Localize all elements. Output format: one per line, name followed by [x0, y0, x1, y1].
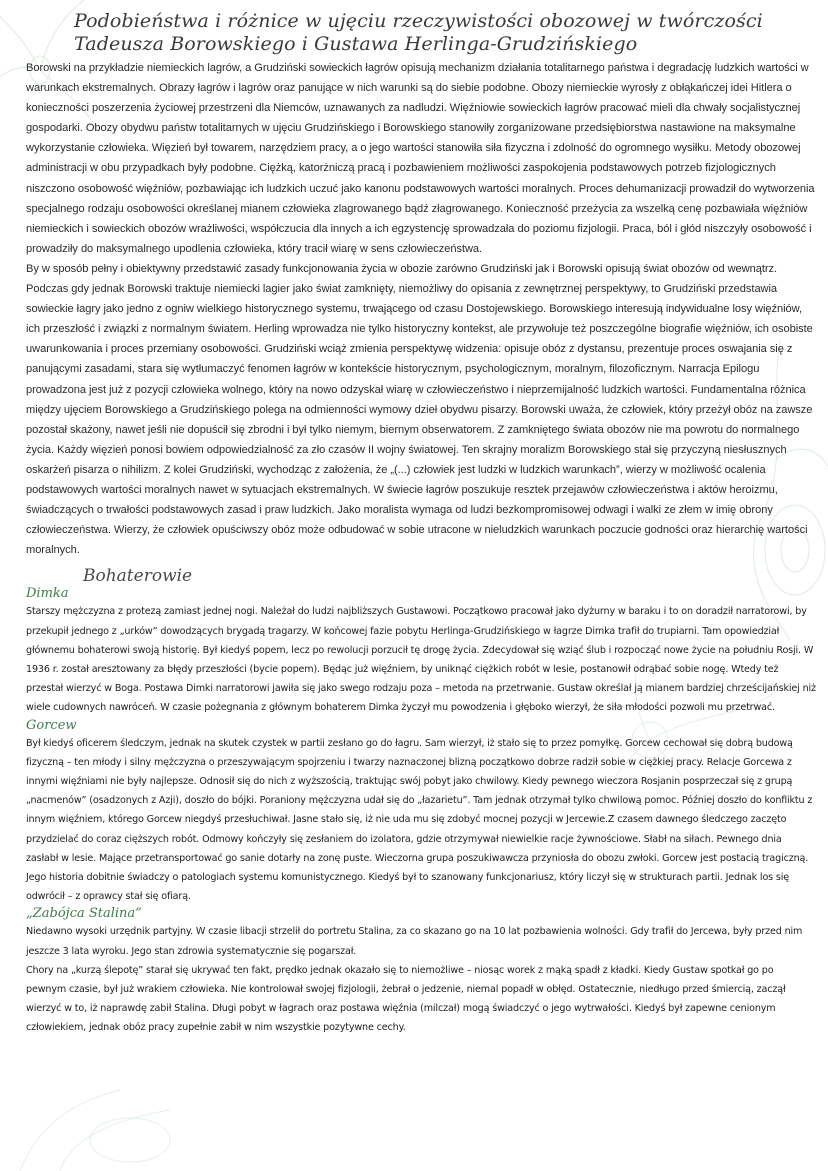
- intro-paragraph: Borowski na przykładzie niemieckich lagrów, a Grudziński sowieckich łagrów opisują mechanizm działania totalitarnego państwa i degradację ludzkich wartości w warunkach ekstremalnych. Obrazy łagrów i lagrów oraz panujące w nich warunki są do siebie podobne. Obozy niemieckie wyrosły z obłąkańczej idei Hitlera o konieczności poszerzenia życiowej przestrzeni dla Niemców, uznawanych za nadludzi. Więźniowie sowieckich łagrów pracować mieli dla chwały socjalistycznej gospodarki. Obozy obydwu państw totalitarnych w ujęciu Grudzińskiego i Borowskiego stanowiły zorganizowane przedsiębiorstwa nastawione na maksymalne wykorzystanie człowieka. Więzień był towarem, narzędziem pracy, a o jego wartości stanowiła siła fizyczna i zdolność do ogromnego wysiłku. Metody obozowej administracji w obu przypadkach były podobne. Ciężką, katorżniczą pracą i pozbawieniem możliwości zaspokojenia podstawowych potrzeb fizjologicznych niszczono osobowość więźniów, pozbawiając ich ludzkich uczuć jako kanonu podstawowych wartości moralnych. Proces dehumanizacji prowadził do wytworzenia specjalnego rodzaju osobowości określanej mianem człowieka zlagrowanego bądź złagrowanego. Konieczność przeżycia za wszelką cenę pozbawiała więźniów niemieckich i sowieckich obozów wrażliwości, współczucia dla innych a ich egzystencję sprowadzała do poziomu fizjologii. Praca, ból i głód niszczyły osobowość i prowadziły do maksymalnego upodlenia człowieka, który tracił wiarę w sens człowieczeństwa.: [26, 62, 815, 255]
- character-paragraph: Był kiedyś oficerem śledczym, jednak na skutek czystek w partii zesłano go do łagru. Sam wierzył, iż stało się to przez pomyłkę. Gorcew cechował się dobrą budową fizyczną – ten młody i silny mężczyzna o przeszywającym spojrzeniu i twarzy naznaczonej blizną początkowo dobrze radził sobie w ciężkiej pracy. Relacje Gorcewa z innymi więźniami nie były najlepsze. Odnosił się do nich z wyższością, traktując swój pobyt jako chwilowy. Kiedy pewnego wieczora Rosjanin posprzeczał się z grupą „nacmenów” (osadzonych z Azji), doszło do bójki. Poraniony mężczyzna udał się do „łazarietu”. Tam jednak otrzymał tylko chwilową pomoc. Później doszło do konfliktu z innym więźniem, którego Gorcew niegdyś przesłuchiwał. Jasne stało się, iż nie uda mu się zdobyć mocnej pozycji w Jercewie.Z czasem dawnego śledczego zaczęto przydzielać do coraz cięższych robót. Odmowy kończyły się zesłaniem do izolatora, gdzie otrzymywał niewielkie racje żywnościowe. Słabł na siłach. Pewnego dnia zasłabł w lesie. Mające przetransportować go sanie dotarły na zonę puste. Wieczorna grupa poszukiwawcza przyniosła do obozu zwłoki. Gorcew jest postacią tragiczną. Jego historia dobitnie świadczy o patologiach systemu komunistycznego. Kiedyś był to szanowany funkcjonariusz, który liczył się w strukturach partii. Jednak los się odwrócił – z oprawcy stał się ofiarą.: [26, 737, 813, 903]
- character-paragraph: Niedawno wysoki urzędnik partyjny. W czasie libacji strzelił do portretu Stalina, za co skazano go na 10 lat pozbawienia wolności. Gdy trafił do Jercewa, były przed nim jeszcze 3 lata wyroku. Jego stan zdrowia systematycznie się pogarszał.: [26, 926, 803, 957]
- intro-paragraph: By w sposób pełny i obiektywny przedstawić zasady funkcjonowania życia w obozie zarówno Grudziński jak i Borowski opisują świat obozów od wewnątrz. Podczas gdy jednak Borowski traktuje niemiecki lagier jako świat zamknięty, niemożliwy do opisania z zewnętrznej perspektywy, to Grudziński przedstawia sowieckie łagry jako jedno z ogniw wielkiego historycznego systemu, trwającego od czasu Dostojewskiego. Borowskiego interesują indywidualne losy więźniów, ich przeszłość i związki z normalnym światem. Herling wprowadza nie tylko historyczny kontekst, ale przywołuje też poszczególne biografie więźniów, ich osobiste uwarunkowania i proces przemiany osobowości. Grudziński wciąż zmienia perspektywę widzenia: opisuje obóz z dystansu, prezentuje proces oswajania się z panującymi zasadami, stara się wytłumaczyć fenomen łagrów w kontekście historycznym, psychologicznym, moralnym, filozoficznym. Narracja Epilogu prowadzona jest już z pozycji człowieka wolnego, który na nowo odzyskał wiarę w człowieczeństwo i nieprzemijalność ludzkich wartości. Fundamentalna różnica między ujęciem Borowskiego a Grudzińskiego polega na odmienności wymowy dzieł obydwu pisarzy. Borowski uważa, że człowiek, który przeżył obóz na zawsze pozostał skażony, nawet jeśli nie dopuścił się zbrodni i był tylko niemym, biernym obserwatorem. Z zamkniętego świata obozów nie ma powrotu do normalnego życia. Każdy więzień ponosi bowiem odpowiedzialność za zło czasów II wojny światowej. Ten skrajny moralizm Borowskiego stał się przyczyną niesłusznych oskarżeń pisarza o nihilizm. Z kolei Grudziński, wychodząc z założenia, że „(...) człowiek jest ludzki w ludzkich warunkach”, wierzy w możliwość ocalenia podstawowych wartości moralnych nawet w sytuacjach ekstremalnych. W świecie łagrów poszukuje resztek przejawów człowieczeństwa i aktów heroizmu, świadczących o trwałości podstawowych zasad i praw ludzkich. Jako moralista wymaga od ludzi bezkompromisowej odwagi i walki ze złem w imię obrony człowieczeństwa. Wierzy, że człowiek opuściwszy obóz może odbudować w sobie utracone w nieludzkich warunkach poczucie godności oraz hierarchię wartości moralnych.: [26, 262, 813, 557]
- character-name: Dimka: [26, 586, 69, 602]
- character-name: „Zabójca Stalina”: [26, 906, 142, 922]
- section-title-bohaterowie: Bohaterowie: [83, 566, 193, 587]
- intro-section: [26, 58, 816, 560]
- character-dimka: [26, 586, 816, 717]
- character-paragraph: Chory na „kurzą ślepotę” starał się ukrywać ten fakt, prędko jednak okazało się to niemożliwe – niosąc worek z mąką spadł z kładki. Kiedy Gustaw spotkał go po pewnym czasie, był już wrakiem człowieka. Nie kontrolował swojej fizjologii, żebrał o jedzenie, niemal popadł w obłęd. Ostatecznie, niedługo przed śmiercią, zaczął wierzyć w to, iż naprawdę zabił Stalina. Długi pobyt w łagrach oraz postawa więźnia (milczał) mogą świadczyć o jego wytrwałości. Kiedyś był zapewne cenionym człowiekiem, jednak obóz pracy zupełnie zabił w nim wszystkie pozytywne cechy.: [26, 964, 786, 1034]
- document-title: Podobieństwa i różnice w ujęciu rzeczywistości obozowej w twórczości Tadeusza Borowskiego i Gustawa Herlinga-Grudzińskiego: [74, 10, 763, 55]
- document-page: [26, 10, 816, 1038]
- character-zabojca-stalina: [26, 906, 816, 1037]
- character-gorcew: [26, 718, 816, 907]
- character-name: Gorcew: [26, 717, 77, 733]
- character-paragraph: Starszy mężczyzna z protezą zamiast jednej nogi. Należał do ludzi najbliższych Gustawowi. Początkowo pracował jako dyżurny w baraku i to on doradził narratorowi, by przekupił jednego z „urków” dowodzących brygadą tragarzy. W końcowej fazie pobytu Herlinga-Grudzińskiego w łagrze Dimka trafił do trupiarni. Tam opowiedział głównemu bohaterowi swoją historię. Był kiedyś popem, lecz po rewolucji porzucił tę drogę życia. Zdecydował się wziąć ślub i rozpocząć nowe życie na południu Rosji. W 1936 r. został aresztowany za błędy przeszłości (bycie popem). Będąc już więźniem, by uniknąć ciężkich robót w lesie, postanowił odrąbać sobie nogę. Wtedy też przestał wierzyć w Boga. Postawa Dimki narratorowi jawiła się jako swego rodzaju poza – metoda na przetrwanie. Gustaw określał ją mianem bardziej chrześcijańskiej niż wiele cudownych nawróceń. W czasie pożegnania z głównym bohaterem Dimka życzył mu powodzenia i głęboko wierzył, że siła młodości pozwoli mu przetrwać.: [26, 606, 816, 714]
